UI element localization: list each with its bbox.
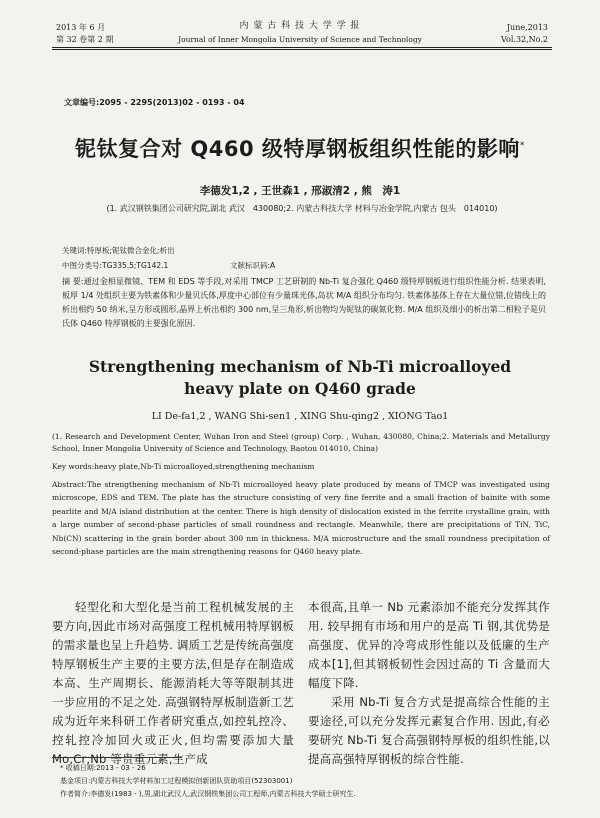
footnote-funding: 基金项目:内蒙古科技大学材料加工过程模拟创新团队资助项目(52303001) — [60, 777, 293, 785]
title-cn — [0, 133, 600, 163]
affiliation-cn: (1. 武汉钢铁集团公司研究院,湖北 武汉 430080;2. 内蒙古科技大学 材料与冶金学院,内蒙古 包头 014010) — [106, 204, 498, 213]
title-footnote-mark: * — [519, 141, 525, 151]
keywords-cn: 关键词:特厚板;铌钛微合金化;析出 — [62, 246, 175, 255]
authors-en: LI De-fa1,2 , WANG Shi-sen1 , XING Shu-qing2 , XIONG Tao1 — [151, 411, 449, 422]
article-number: 文章编号:2095 - 2295(2013)02 - 0193 - 04 — [64, 98, 245, 107]
header-rule-second — [52, 49, 552, 50]
affiliation-en: (1. Research and Development Center, Wuhan Iron and Steel (group) Corp. , Wuhan, 430080, China;2. Materials and Metallurgy School, Inner Mongolia University of Science and Technology, Baotou 014010, China) — [52, 432, 550, 453]
body-right-column — [308, 598, 550, 769]
title-cn-text: 铌钛复合对 Q460 级特厚钢板组织性能的影响 — [75, 137, 520, 161]
header-right-date: June,2013 — [506, 23, 548, 32]
authors-cn: 李德发1,2 , 王世森1 , 邢淑清2 , 熊 涛1 — [199, 185, 401, 197]
abstract-en: Abstract:The strengthening mechanism of Nb-Ti microalloyed heavy plate produced by means of TMCP was investigated using microscope, EDS and TEM. The plate has the structure consisting of very fine ferrite and a small fraction of bainite with some pearlite and M/A island distribution at the center. There is high density of dislocation existed in the ferrite crystalline grain, with a large number of second-phase particles of small roundness and rectangle. Meanwhile, there are precipitations of TiN, TiC, Nb(CN) scattering in the grain border about 300 nm in thickness. M/A microstructure and the small roundness precipitation of second-phase particles are the main strengthening reasons for Q460 heavy plate. — [52, 480, 550, 557]
title-en-line-1: Strengthening mechanism of Nb-Ti microalloyed — [88, 357, 512, 376]
body-left-paragraph: 轻型化和大型化是当前工程机械发展的主要方向,因此市场对高强度工程机械用特厚钢板的需求量也呈上升趋势. 调质工艺是传统高强度特厚钢板生产主要的主要方法,但是存在制造成本高、生产周期长、能源消耗大等等限制其进一步应用的不足之处. 高强钢特厚板制造新工艺成为近年来科研工作者研究重点,如控轧控冷、控轧控冷加回火或正火,但均需要添加大量 Mo,Cr,Nb 等贵重元素,生产成 — [52, 600, 294, 766]
journal-name-cn: 内 蒙 古 科 技 大 学 学 报 — [239, 21, 361, 31]
document-code: 文献标识码:A — [230, 261, 276, 270]
body-right-paragraph-2: 采用 Nb-Ti 复合方式是提高综合性能的主要途径,可以充分发挥元素复合作用. 因此,有必要研究 Nb-Ti 复合高强钢特厚板的组织性能,以提高高强特厚钢板的综合性能. — [308, 695, 550, 766]
title-en — [0, 356, 600, 400]
footnote-rule — [52, 757, 182, 758]
footnotes — [60, 762, 550, 801]
keywords-en: Key words:heavy plate,Nb-Ti microalloyed,strengthening mechanism — [52, 462, 315, 471]
footnote-author-bio: 作者简介:李德发(1983 - ),男,湖北武汉人,武汉钢铁集团公司工程师,内蒙古科技大学硕士研究生. — [60, 790, 356, 798]
class-number: 中图分类号:TG335.5;TG142.1 — [62, 261, 169, 270]
header-rule — [52, 47, 552, 48]
abstract-cn: 摘 要:通过金相显微镜、TEM 和 EDS 等手段,对采用 TMCP 工艺研制的 Nb-Ti 复合强化 Q460 级特厚钢板进行组织性能分析. 结果表明,板厚 1/4 处组织主要为铁素体和少量贝氏体,厚度中心部位有少量珠光体,岛状 M/A 组织分布均匀. 铁素体基体上存在大量位错,位错线上的析出相约 50 纳米,呈方形或圆形,晶界上析出相约 300 nm,呈三角形,析出物均为铌钛的碳氮化物. M/A 组织及细小的析出第二相粒子是贝氏体 Q460 特厚钢板的主要强化原因. — [62, 277, 546, 328]
footnote-received-date: * 收稿日期:2013 - 03 - 26 — [60, 764, 146, 772]
header-left-volume: 第 32 卷第 2 期 — [56, 35, 114, 44]
header-right-volume: Vol.32,No.2 — [501, 35, 548, 44]
body-right-paragraph-1: 本很高,且单一 Nb 元素添加不能充分发挥其作用. 较早拥有市场和用户的是高 Ti 钢,其优势是高强度、优异的冷弯成形性能以及低廉的生产成本[1],但其钢板韧性会因过高的 Ti 含量而大幅度下降. — [308, 600, 550, 690]
header-left-date: 2013 年 6 月 — [56, 23, 106, 32]
journal-name-en: Journal of Inner Mongolia University of Science and Technology — [178, 35, 422, 44]
title-en-line-2: heavy plate on Q460 grade — [184, 379, 416, 398]
